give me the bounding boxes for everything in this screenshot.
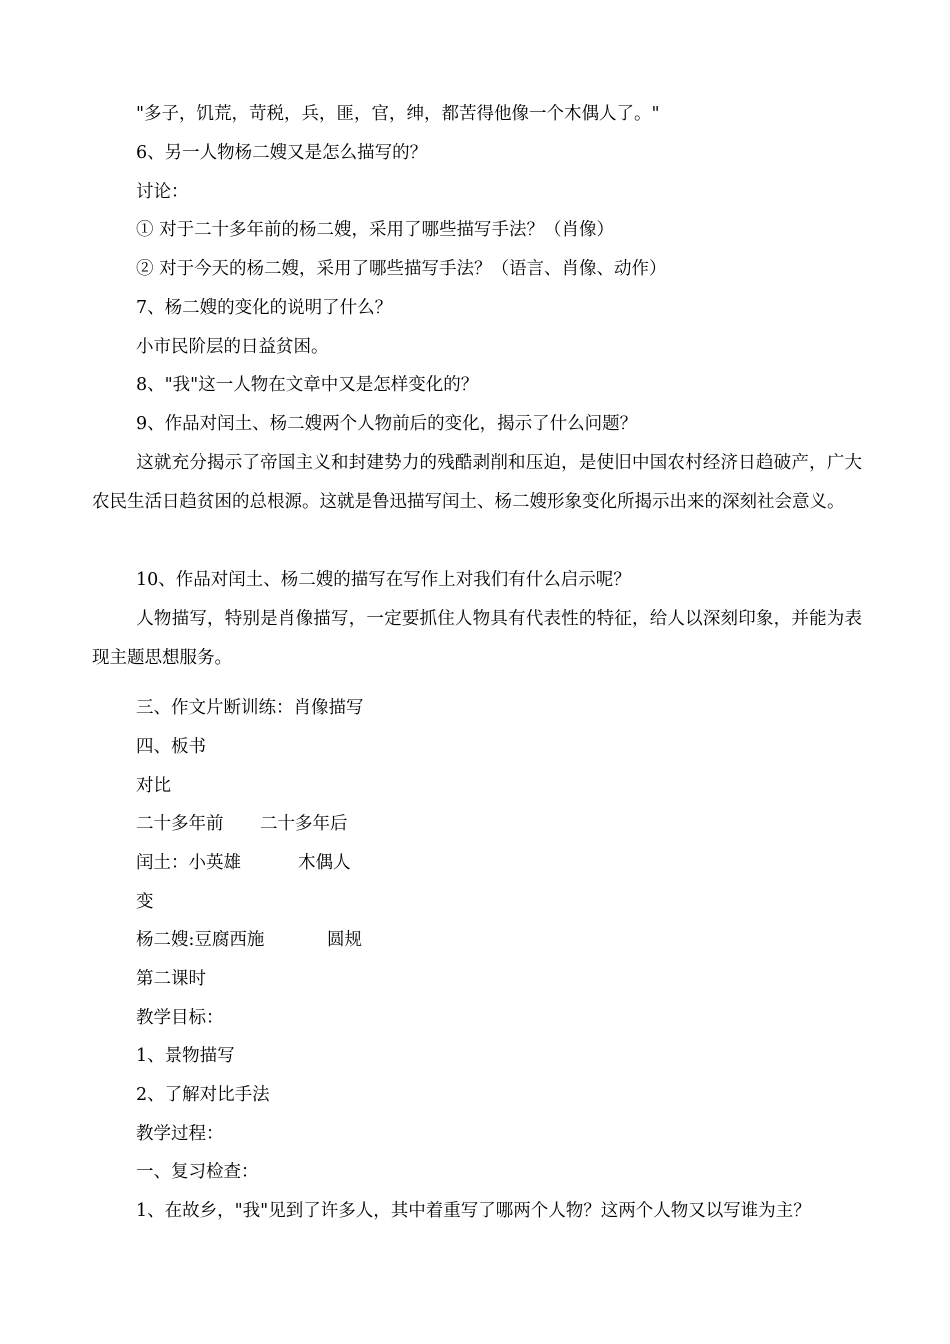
board-contrast: 对比 [136, 776, 171, 796]
goals-label: 教学目标： [136, 1008, 224, 1028]
board-runtu-row [136, 851, 351, 875]
board-runtu-label: 闰土：小英雄 [136, 853, 241, 873]
discussion-item-2: ② 对于今天的杨二嫂，采用了哪些描写手法？（语言、肖像、动作） [136, 259, 667, 279]
board-yang-after: 圆规 [327, 930, 362, 950]
review-question-1: 1、在故乡，"我"见到了许多人，其中着重写了哪两个人物？这两个人物又以写谁为主？ [136, 1201, 811, 1221]
board-yang-row [136, 928, 362, 952]
question-9: 9、作品对闰土、杨二嫂两个人物前后的变化，揭示了什么问题？ [136, 414, 638, 434]
answer-9-text: 这就充分揭示了帝国主义和封建势力的残酷剥削和压迫，是使旧中国农村经济日趋破产，广大农民生活日趋贫困的总根源。这就是鲁迅描写闰土、杨二嫂形象变化所揭示出来的深刻社会意义。 [92, 453, 862, 512]
board-time-row [136, 812, 348, 836]
goal-1: 1、景物描写 [136, 1046, 235, 1066]
review-heading: 一、复习检查： [136, 1162, 259, 1182]
board-after: 二十多年后 [260, 814, 348, 834]
board-change: 变 [136, 892, 154, 912]
process-label: 教学过程： [136, 1124, 224, 1144]
discussion-label: 讨论： [136, 182, 189, 202]
text-line: "多子，饥荒，苛税，兵，匪，官，绅，都苦得他像一个木偶人了。" [136, 104, 660, 124]
answer-10-text: 人物描写，特别是肖像描写，一定要抓住人物具有代表性的特征，给人以深刻印象，并能为表现主题思想服务。 [92, 609, 862, 668]
section-4-heading: 四、板书 [136, 737, 206, 757]
answer-10-paragraph [92, 600, 862, 678]
question-10: 10、作品对闰土、杨二嫂的描写在写作上对我们有什么启示呢？ [136, 570, 631, 590]
answer-9-paragraph [92, 444, 862, 522]
question-6: 6、另一人物杨二嫂又是怎么描写的？ [136, 143, 428, 163]
board-yang-label: 杨二嫂:豆腐西施 [136, 930, 265, 950]
answer-7: 小市民阶层的日益贫困。 [136, 337, 329, 357]
question-7: 7、杨二嫂的变化的说明了什么？ [136, 298, 393, 318]
board-before: 二十多年前 [136, 814, 224, 834]
section-3-heading: 三、作文片断训练：肖像描写 [136, 698, 364, 718]
goal-2: 2、了解对比手法 [136, 1085, 270, 1105]
question-8: 8、"我"这一人物在文章中又是怎样变化的？ [136, 375, 479, 395]
board-runtu-after: 木偶人 [298, 853, 351, 873]
discussion-item-1: ① 对于二十多年前的杨二嫂，采用了哪些描写手法？（肖像） [136, 220, 615, 240]
lesson-2-heading: 第二课时 [136, 969, 206, 989]
